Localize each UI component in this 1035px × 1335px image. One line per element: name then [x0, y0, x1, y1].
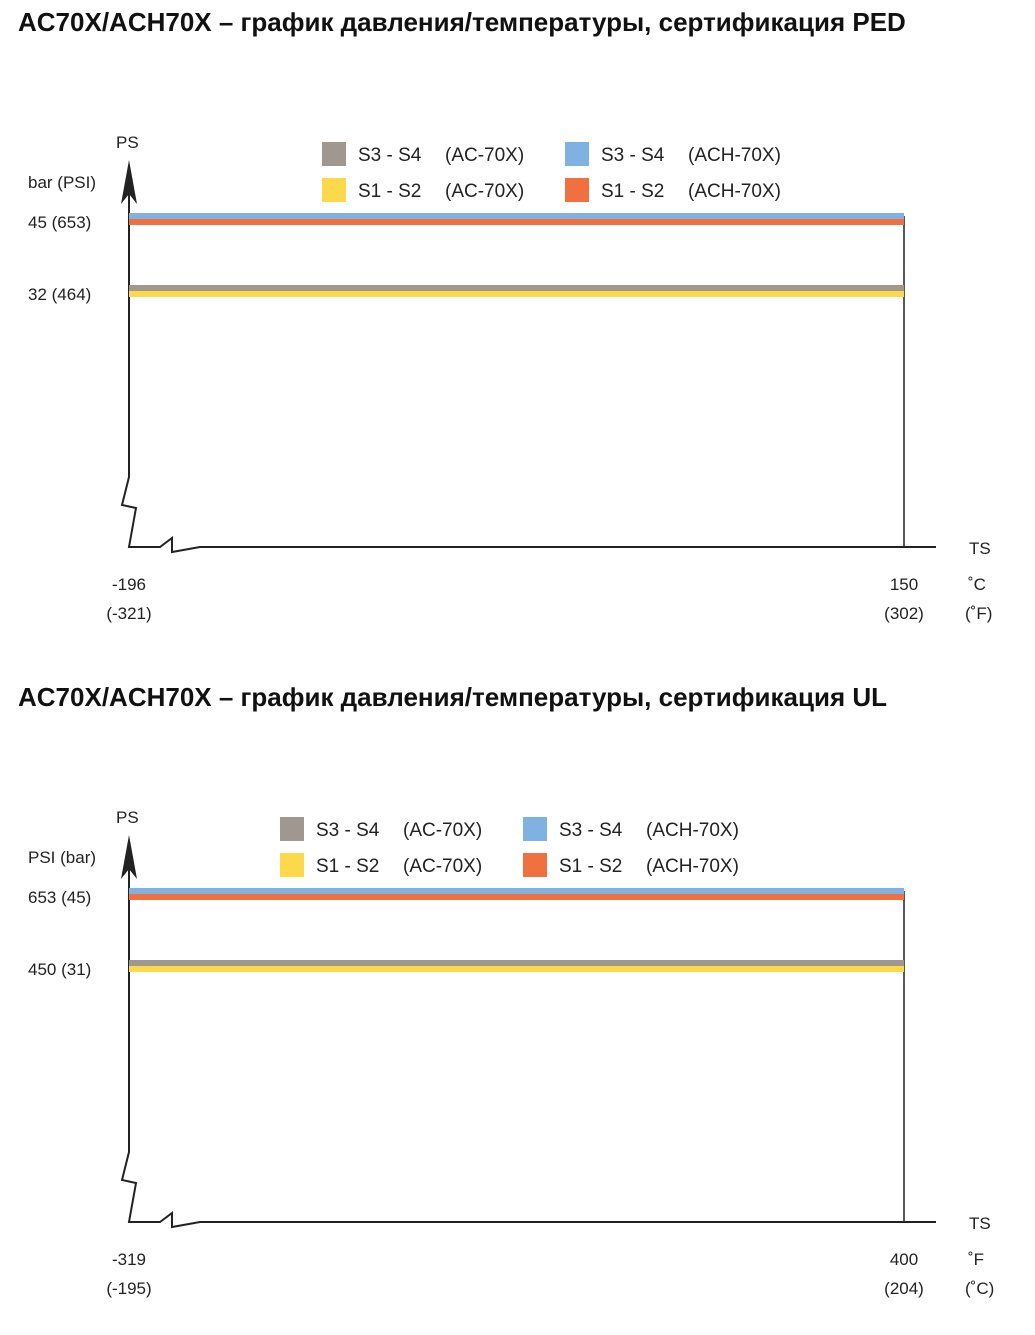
- legend-series-name: S3 - S4: [559, 820, 623, 841]
- y-tick-label: 450 (31): [28, 960, 92, 979]
- legend-swatch: [565, 178, 589, 202]
- legend-series-name: S3 - S4: [601, 145, 665, 166]
- legend-model-name: (AC-70X): [445, 145, 525, 166]
- series-line: [129, 960, 904, 966]
- ped-pressure-temperature-chart: [0, 120, 1035, 640]
- x-tick-label: -319: [111, 1250, 147, 1269]
- x-unit-primary: ˚F: [968, 1250, 985, 1269]
- legend-model-name: (ACH-70X): [646, 820, 739, 841]
- legend-swatch: [322, 142, 346, 166]
- x-tick-label: 150: [889, 575, 919, 594]
- axis-lines: [122, 855, 936, 1227]
- series-line: [129, 888, 904, 894]
- x-tick-label-secondary: (-321): [106, 604, 152, 623]
- y-tick-label: 653 (45): [28, 888, 92, 907]
- legend-model-name: (ACH-70X): [688, 145, 781, 166]
- series-line: [129, 219, 904, 225]
- legend-model-name: (AC-70X): [403, 820, 483, 841]
- x-tick-label-secondary: (-195): [106, 1279, 152, 1298]
- legend-series-name: S1 - S2: [601, 181, 665, 202]
- y-unit-label: bar (PSI): [28, 173, 97, 192]
- x-unit-secondary: (˚C): [965, 1279, 995, 1298]
- legend-swatch: [565, 142, 589, 166]
- y-tick-label: 45 (653): [28, 213, 92, 232]
- x-tick-label: -196: [111, 575, 147, 594]
- legend-series-name: S3 - S4: [316, 820, 380, 841]
- x-tick-label: 400: [889, 1250, 919, 1269]
- legend-series-name: S1 - S2: [316, 856, 380, 877]
- axis-lines: [122, 180, 936, 552]
- y-unit-label: PSI (bar): [28, 848, 97, 867]
- x-tick-label-secondary: (302): [884, 604, 924, 623]
- legend-swatch: [523, 853, 547, 877]
- series-line: [129, 285, 904, 291]
- legend-swatch: [280, 853, 304, 877]
- x-tick-label-secondary: (204): [884, 1279, 924, 1298]
- series-line: [129, 894, 904, 900]
- y-axis-name: PS: [116, 133, 139, 152]
- legend-model-name: (AC-70X): [445, 181, 525, 202]
- ped-chart-title: AC70X/ACH70X – график давления/температуры, сертификация PED: [18, 7, 906, 37]
- legend-swatch: [523, 817, 547, 841]
- legend-series-name: S1 - S2: [559, 856, 623, 877]
- legend-series-name: S3 - S4: [358, 145, 422, 166]
- x-axis-name: TS: [969, 539, 991, 558]
- y-tick-label: 32 (464): [28, 285, 92, 304]
- legend-series-name: S1 - S2: [358, 181, 422, 202]
- y-axis-name: PS: [116, 808, 139, 827]
- x-unit-secondary: (˚F): [965, 604, 993, 623]
- series-line: [129, 966, 904, 972]
- ul-pressure-temperature-chart: [0, 795, 1035, 1315]
- legend-swatch: [322, 178, 346, 202]
- legend-model-name: (ACH-70X): [646, 856, 739, 877]
- x-unit-primary: ˚C: [968, 575, 986, 594]
- x-axis-name: TS: [969, 1214, 991, 1233]
- ul-chart-title: AC70X/ACH70X – график давления/температуры, сертификация UL: [18, 682, 888, 712]
- series-line: [129, 213, 904, 219]
- series-line: [129, 291, 904, 297]
- legend-model-name: (ACH-70X): [688, 181, 781, 202]
- legend-swatch: [280, 817, 304, 841]
- legend-model-name: (AC-70X): [403, 856, 483, 877]
